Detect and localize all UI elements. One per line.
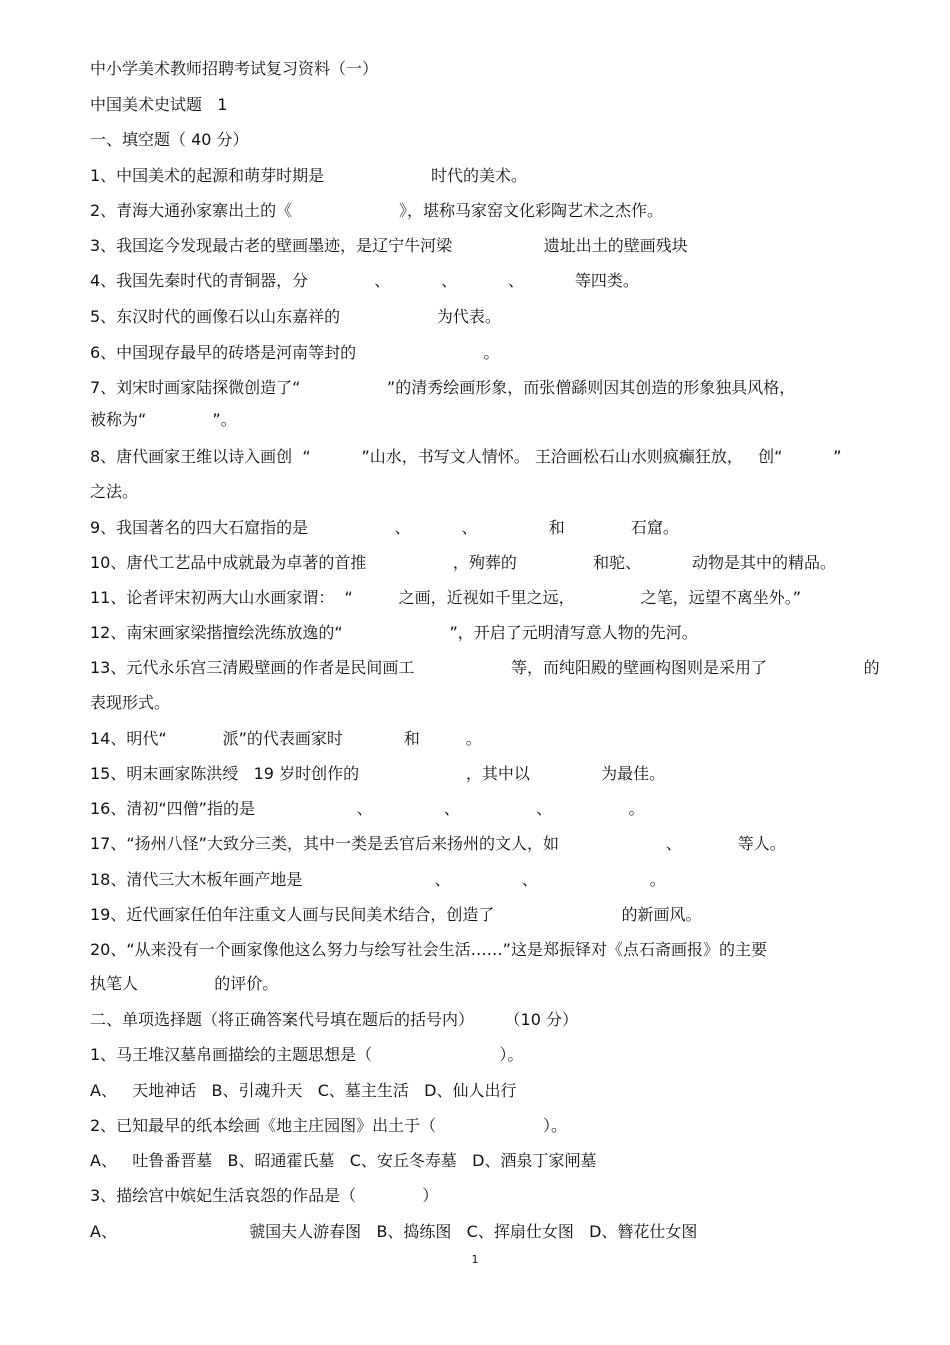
page-number: 1 (471, 1253, 479, 1266)
mc-options: A、 虢国夫人游春图 B、捣练图 C、挥扇仕女图 D、簪花仕女图 (90, 1222, 698, 1241)
question-line: 3、我国迄今发现最古老的壁画墨迹，是辽宁牛河梁 遗址出土的壁画残块 (90, 236, 688, 255)
question-line: 7、刘宋时画家陆探微创造了“ ”的清秀绘画形象，而张僧繇则因其创造的形象独具风格， (90, 378, 796, 397)
question-line-continued: 被称为“ ”。 (90, 410, 237, 429)
mc-options: A、 天地神话 B、引魂升天 C、墓主生活 D、仙人出行 (90, 1081, 517, 1100)
question-line: 4、我国先秦时代的青铜器，分 、 、 、 等四类。 (90, 271, 639, 290)
question-line: 16、清初“四僧”指的是 、 、 、 。 (90, 799, 645, 818)
question-line: 14、明代“ 派”的代表画家时 和 。 (90, 729, 482, 748)
question-line: 18、清代三大木板年画产地是 、 、 。 (90, 870, 666, 889)
question-line: 2、青海大通孙家寨出土的《 》，堪称马家窑文化彩陶艺术之杰作。 (90, 201, 663, 220)
mc-question: 3、描绘宫中嫔妃生活哀怨的作品是（ ） (90, 1186, 439, 1205)
mc-options: A、 吐鲁番晋墓 B、昭通霍氏墓 C、安丘冬寿墓 D、酒泉丁家闸墓 (90, 1151, 597, 1170)
mc-question: 2、已知最早的纸本绘画《地主庄园图》出土于（ ）。 (90, 1116, 567, 1135)
question-line: 12、南宋画家梁揩擅绘洗练放逸的“ ”，开启了元明清写意人物的先河。 (90, 623, 698, 642)
question-line-continued: 执笔人 的评价。 (90, 974, 279, 993)
question-line-continued: 表现形式。 (90, 693, 171, 712)
question-line-continued: 之法。 (90, 482, 139, 501)
document-subtitle: 中国美术史试题 1 (90, 95, 228, 114)
question-line: 5、东汉时代的画像石以山东嘉祥的 为代表。 (90, 307, 501, 326)
question-line: 20、“从来没有一个画家像他这么努力与绘写社会生活……”这是郑振铎对《点石斋画报》的主要 (90, 940, 767, 959)
section-heading-multiple-choice: 二、单项选择题（将正确答案代号填在题后的括号内） （10 分） (90, 1010, 578, 1029)
document-title: 中小学美术教师招聘考试复习资料（一） (90, 59, 379, 78)
question-line: 17、“扬州八怪”大致分三类，其中一类是丢官后来扬州的文人，如 、 等人。 (90, 834, 786, 853)
question-line: 19、近代画家任伯年注重文人画与民间美术结合，创造了 的新画风。 (90, 905, 702, 924)
question-line: 15、明末画家陈洪绶 19 岁时创作的 ，其中以 为最佳。 (90, 764, 666, 783)
question-line: 1、中国美术的起源和萌芽时期是 时代的美术。 (90, 166, 527, 185)
question-line: 6、中国现存最早的砖塔是河南等封的 。 (90, 343, 500, 362)
section-heading-fill-blank: 一、填空题（ 40 分） (90, 130, 249, 149)
question-line: 8、唐代画家王维以诗入画创 “ ”山水，书写文人情怀。 王洽画松石山水则疯癫狂放， 创“ ” (90, 447, 842, 466)
question-line: 11、论者评宋初两大山水画家谓： “ 之画，近视如千里之远， 之笔，远望不离坐外。” (90, 588, 802, 607)
mc-question: 1、马王堆汉墓帛画描绘的主题思想是（ ）。 (90, 1045, 524, 1064)
question-line: 13、元代永乐宫三清殿壁画的作者是民间画工 等，而纯阳殿的壁画构图则是采用了 的 (90, 658, 880, 677)
question-line: 9、我国著名的四大石窟指的是 、 、 和 石窟。 (90, 518, 679, 537)
question-line: 10、唐代工艺品中成就最为卓著的首推 ，殉葬的 和驼、 动物是其中的精品。 (90, 553, 836, 572)
